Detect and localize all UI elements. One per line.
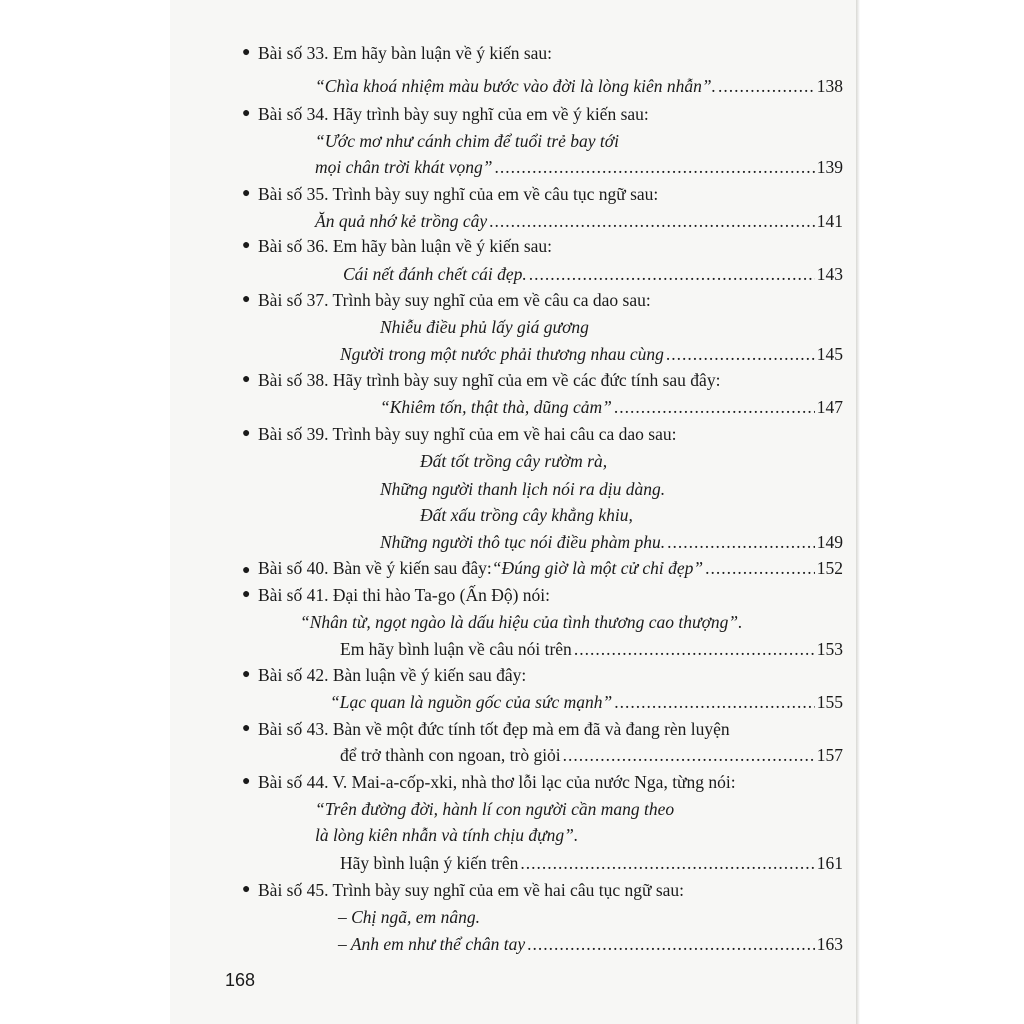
bullet-icon: ● [242,238,251,253]
quote-text: “Chìa khoá nhiệm màu bước vào đời là lòng kiên nhẫn”. [315,76,717,96]
bullet-icon: ● [242,292,251,307]
toc-entry-42 [170,662,858,688]
toc-entry-34 [170,101,858,127]
toc-entry-41 [170,582,858,608]
entry-text: để trở thành con ngoan, trò giỏi [340,745,561,765]
leader-dots [718,73,815,99]
entry-heading: Bài số 34. Hãy trình bày suy nghĩ của em về ý kiến sau: [258,104,649,124]
bullet-icon: ● [242,106,251,121]
bullet-icon: ● [242,186,251,201]
toc-line [380,314,589,340]
page-ref: 141 [816,211,843,231]
toc-line [315,73,843,99]
leader-dots [489,208,815,234]
bullet-icon: ● [242,426,251,441]
toc-line [340,636,843,662]
entry-heading: Bài số 45. Trình bày suy nghĩ của em về hai câu tục ngữ sau: [258,880,685,900]
toc-line [338,904,480,930]
book-page [170,0,858,1024]
entry-text: Em hãy bình luận về câu nói trên [340,639,572,659]
toc-line [338,931,843,957]
entry-heading: Bài số 39. Trình bày suy nghĩ của em về hai câu ca dao sau: [258,424,677,444]
toc-line [380,394,843,420]
page-ref: 155 [816,692,843,712]
leader-dots [614,394,815,420]
toc-line [315,128,619,154]
leader-dots [705,555,815,581]
entry-heading: Bài số 37. Trình bày suy nghĩ của em về câu ca dao sau: [258,290,651,310]
leader-dots [495,154,815,180]
toc-line [380,476,665,502]
quote-text: “Trên đường đời, hành lí con người cần mang theo [315,799,675,819]
entry-heading: Bài số 35. Trình bày suy nghĩ của em về câu tục ngữ sau: [258,184,659,204]
toc-entry-33 [170,40,858,66]
toc-line [330,689,843,715]
entry-heading: Bài số 44. V. Mai-a-cốp-xki, nhà thơ lỗi lạc của nước Nga, từng nói: [258,772,736,792]
quote-text: Đất xấu trồng cây khẳng khiu, [420,505,633,525]
quote-text: mọi chân trời khát vọng” [315,157,493,177]
toc-entry-37 [170,287,858,313]
entry-heading: Bài số 41. Đại thi hào Ta-go (Ấn Độ) nói: [258,585,551,605]
toc-entry-36 [170,233,858,259]
page-ref: 163 [816,934,843,954]
bullet-icon: ● [242,774,251,789]
toc-line [315,796,674,822]
toc-line [340,742,843,768]
bullet-icon: ● [242,45,251,60]
entry-heading: Bài số 42. Bàn luận về ý kiến sau đây: [258,665,527,685]
leader-dots [574,636,815,662]
quote-text: “Ước mơ như cánh chim để tuổi trẻ bay tới [315,131,619,151]
leader-dots [527,931,815,957]
leader-dots [667,529,815,555]
background-left [0,0,170,1024]
page-ref: 143 [816,264,843,284]
page-ref: 147 [816,397,843,417]
bullet-icon: ● [242,587,251,602]
leader-dots [666,341,815,367]
toc-line [315,154,843,180]
page-ref: 152 [816,558,843,578]
toc-line [343,261,843,287]
page-ref: 161 [816,853,843,873]
bullet-icon: ● [242,721,251,736]
toc-line [340,341,843,367]
entry-heading: Bài số 43. Bàn về một đức tính tốt đẹp mà em đã và đang rèn luyện [258,719,730,739]
leader-dots [563,742,815,768]
toc-entry-39 [170,421,858,447]
toc-line [300,609,743,635]
entry-heading: Bài số 40. Bàn về ý kiến sau đây: [258,558,492,578]
toc-line [380,529,843,555]
quote-text: Những người thô tục nói điều phàm phu. [380,532,666,552]
toc-entry-45 [170,877,858,903]
bullet-icon: ● [242,372,251,387]
entry-heading: Bài số 33. Em hãy bàn luận về ý kiến sau: [258,43,553,63]
quote-text: “Lạc quan là nguồn gốc của sức mạnh” [330,692,613,712]
quote-text: là lòng kiên nhẫn và tính chịu đựng”. [315,825,579,845]
leader-dots [520,850,814,876]
page-ref: 153 [816,639,843,659]
toc-entry-43 [170,716,858,742]
leader-dots [614,689,815,715]
page-ref: 139 [816,157,843,177]
quote-text: “Khiêm tốn, thật thà, dũng cảm” [380,397,612,417]
page-edge [856,0,860,1024]
page-ref: 157 [816,745,843,765]
quote-text: Cái nết đánh chết cái đẹp. [343,264,527,284]
page-number: 168 [225,970,256,990]
entry-heading: Bài số 38. Hãy trình bày suy nghĩ của em về các đức tính sau đây: [258,370,721,390]
quote-text: “Đúng giờ là một cử chỉ đẹp” [491,558,704,578]
quote-text: “Nhân từ, ngọt ngào là dấu hiệu của tình thương cao thượng”. [300,612,743,632]
toc-line [340,850,843,876]
page-ref: 149 [816,532,843,552]
quote-text: Những người thanh lịch nói ra dịu dàng. [380,479,666,499]
toc-line [315,208,843,234]
bullet-icon: ● [242,563,251,578]
bullet-icon: ● [242,882,251,897]
toc-line [315,822,578,848]
page-ref: 138 [816,76,843,96]
toc-entry-35 [170,181,858,207]
bullet-icon: ● [242,667,251,682]
entry-heading: Bài số 36. Em hãy bàn luận về ý kiến sau: [258,236,553,256]
page-ref: 145 [816,344,843,364]
leader-dots [529,261,815,287]
toc-entry-40 [242,555,843,581]
quote-text: Nhiễu điều phủ lấy giá gương [380,317,589,337]
toc-entry-44 [170,769,858,795]
toc-entry-38 [170,367,858,393]
quote-text: Đất tốt trồng cây rườm rà, [420,451,608,471]
quote-text: – Anh em như thể chân tay [338,934,526,954]
toc-line [420,502,633,528]
quote-text: – Chị ngã, em nâng. [338,907,480,927]
quote-text: Người trong một nước phải thương nhau cùng [340,344,664,364]
toc-line [420,448,607,474]
entry-text: Hãy bình luận ý kiến trên [340,853,519,873]
quote-text: Ăn quả nhớ kẻ trồng cây [315,211,488,231]
